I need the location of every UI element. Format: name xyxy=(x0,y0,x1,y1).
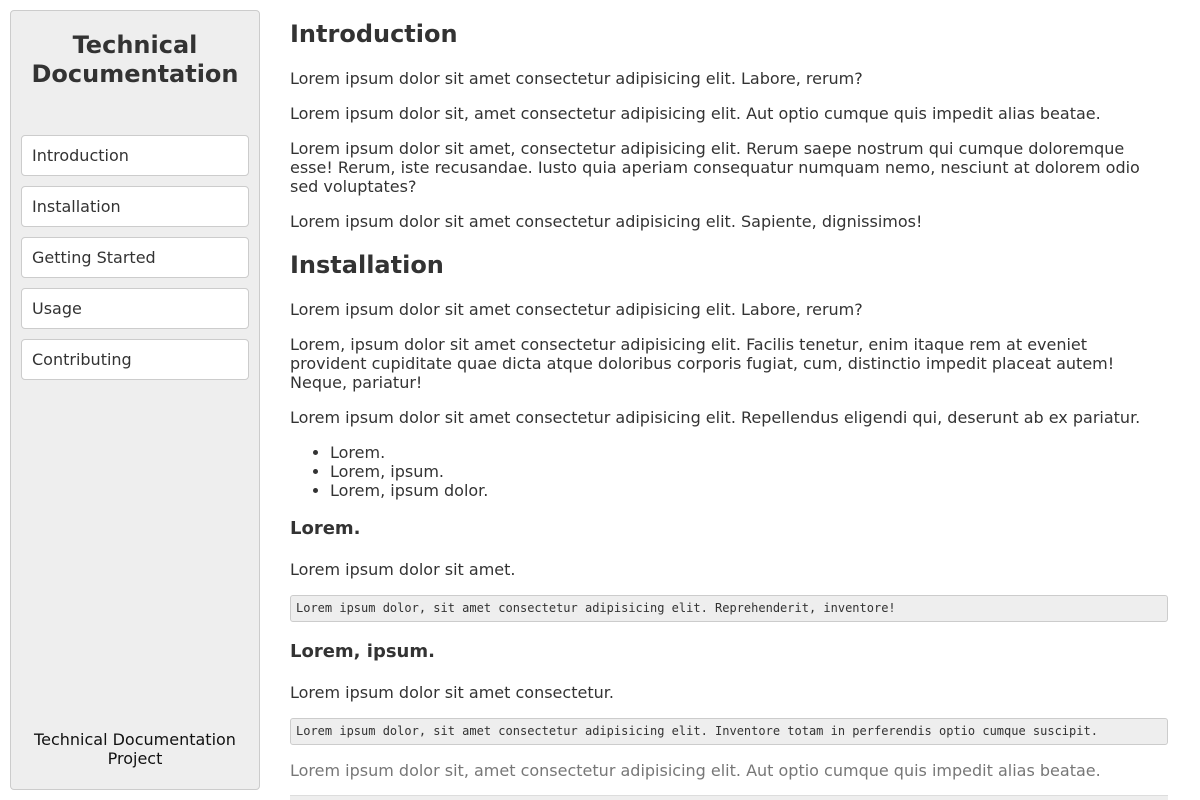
section-title-introduction: Introduction xyxy=(290,20,458,48)
code-block: Lorem ipsum dolor, sit amet consectetur adipisicing elit. Reprehenderit, inventore! xyxy=(290,595,1168,622)
main-doc xyxy=(290,0,1170,800)
list-item: • Lorem. xyxy=(330,443,1160,462)
paragraph: Lorem ipsum dolor sit, amet consectetur adipisicing elit. Aut optio cumque quis impedit alias beatae. xyxy=(290,761,1101,780)
list-item: • Lorem, ipsum. xyxy=(330,462,1160,481)
nav-footer: Technical Documentation Project xyxy=(34,730,236,768)
sub-title: Lorem, ipsum. xyxy=(290,641,435,662)
paragraph: Lorem ipsum dolor sit amet consectetur adipisicing elit. Repellendus eligendi qui, deserunt ab ex pariatur. xyxy=(290,408,1141,427)
paragraph: Lorem ipsum dolor sit, amet consectetur adipisicing elit. Aut optio cumque quis impedit alias beatae. xyxy=(290,104,1101,123)
code-block-partial xyxy=(290,795,1168,800)
nav-link-installation[interactable]: Installation xyxy=(21,186,249,227)
code-block: Lorem ipsum dolor, sit amet consectetur adipisicing elit. Inventore totam in perferendis optio cumque suscipit. xyxy=(290,718,1168,745)
paragraph: Lorem, ipsum dolor sit amet consectetur adipisicing elit. Facilis tenetur, enim itaque rem at eveniet provident cupiditate quae dicta atque doloribus corporis fugiat, cum, distinctio impedit placeat autem! Neque, pariatur! xyxy=(290,335,1115,392)
nav-link-usage[interactable]: Usage xyxy=(21,288,249,329)
section-title-installation: Installation xyxy=(290,251,444,279)
paragraph: Lorem ipsum dolor sit amet, consectetur adipisicing elit. Rerum saepe nostrum qui cumque doloremque esse! Rerum, iste recusandae. Iusto quia aperiam consequatur numquam nemo, nesciunt at dolorem odio sed voluptates? xyxy=(290,139,1140,196)
paragraph: Lorem ipsum dolor sit amet consectetur adipisicing elit. Labore, rerum? xyxy=(290,300,863,319)
paragraph: Lorem ipsum dolor sit amet consectetur. xyxy=(290,683,614,702)
nav-link-contributing[interactable]: Contributing xyxy=(21,339,249,380)
sub-title: Lorem. xyxy=(290,518,361,539)
paragraph: Lorem ipsum dolor sit amet consectetur adipisicing elit. Sapiente, dignissimos! xyxy=(290,212,923,231)
list-item: • Lorem, ipsum dolor. xyxy=(330,481,1160,500)
nav-link-introduction[interactable]: Introduction xyxy=(21,135,249,176)
sidebar-nav xyxy=(10,10,260,790)
nav-header: Technical Documentation xyxy=(31,31,239,88)
paragraph: Lorem ipsum dolor sit amet consectetur adipisicing elit. Labore, rerum? xyxy=(290,69,863,88)
bullet-list xyxy=(290,443,1160,500)
nav-link-getting-started[interactable]: Getting Started xyxy=(21,237,249,278)
paragraph: Lorem ipsum dolor sit amet. xyxy=(290,560,516,579)
